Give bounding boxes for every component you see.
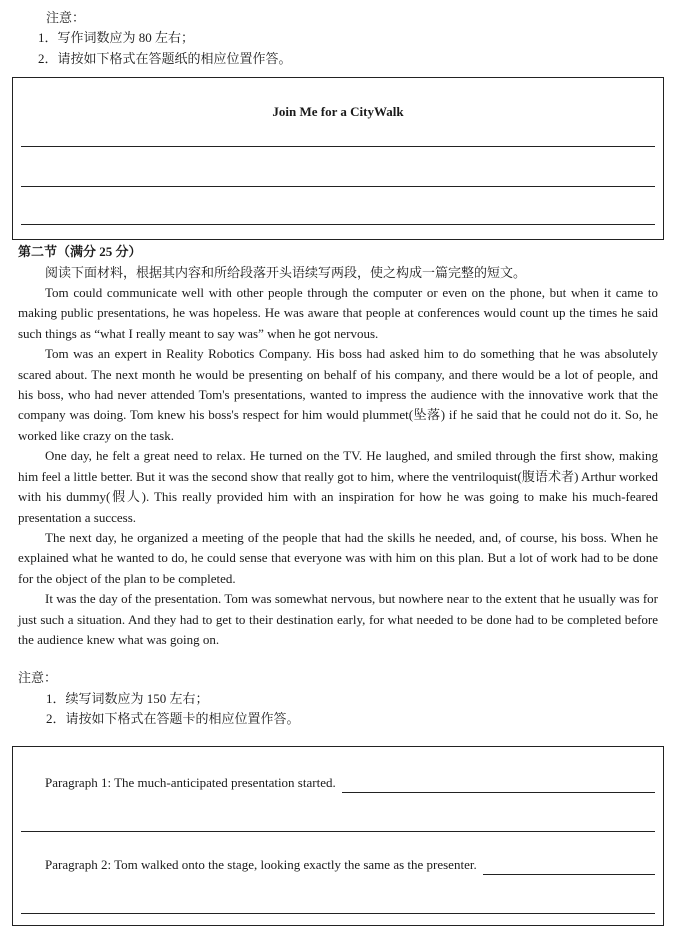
passage-paragraph: It was the day of the presentation. Tom was somewhat nervous, but nowhere near to the extent that he usually was for just such a situation. And they had to get to their destination early, for what needed to be done had to be completed before the audience knew what was going on. <box>18 591 658 647</box>
writing-box-title: Join Me for a CityWalk <box>272 104 404 120</box>
answer-line <box>21 224 655 225</box>
answer-line <box>21 913 655 914</box>
answer-blank <box>483 860 655 875</box>
exam-page <box>18 8 658 926</box>
continuation-notes <box>18 668 658 729</box>
section-2 <box>18 242 658 650</box>
continuation-note-item: 1．续写词数应为 150 左右； <box>46 690 209 706</box>
writing-note-item: 2．请按如下格式在答题纸的相应位置作答。 <box>38 50 292 66</box>
writing-answer-box <box>12 77 664 240</box>
passage-paragraph: One day, he felt a great need to relax. He turned on the TV. He laughed, and smiled through the first show, making him feel a little better. But it was the second show that really got to him, where the ventriloquist(腹语术者) Arthur worked with his dummy(假人). This really provided him with an inspiration for how he was going to make his much-feared presentation a success. <box>18 448 658 525</box>
answer-line <box>21 146 655 147</box>
section-2-instructions: 阅读下面材料，根据其内容和所给段落开头语续写两段，使之构成一篇完整的短文。 <box>45 264 527 280</box>
section-2-title: 第二节（满分 25 分） <box>18 244 142 260</box>
paragraph-1-label: Paragraph 1: The much-anticipated presentation started. <box>45 774 336 790</box>
continuation-notes-heading: 注意： <box>18 670 58 686</box>
writing-notes-heading: 注意： <box>46 10 86 25</box>
continuation-note-item: 2．请按如下格式在答题卡的相应位置作答。 <box>46 711 300 727</box>
writing-notes <box>18 8 658 69</box>
passage-paragraph: Tom was an expert in Reality Robotics Company. His boss had asked him to do something that he was absolutely scared about. The next month he would be presenting on behalf of his company, and there would be a lot of people, and his boss, who had never attended Tom's presentations, wanted to impress the audience with the innovative work that the company was doing. Tom knew his boss's respect for him would plummet(坠落) if he said that he could not do it. So, he worked like crazy on the task. <box>18 346 658 443</box>
paragraph-2-prompt <box>45 855 655 875</box>
answer-line <box>21 186 655 187</box>
answer-blank <box>342 778 655 793</box>
answer-line <box>21 831 655 832</box>
writing-note-item: 1．写作词数应为 80 左右； <box>38 30 195 46</box>
continuation-answer-box <box>12 746 664 926</box>
passage-paragraph: Tom could communicate well with other people through the computer or even on the phone, but when it came to making public presentations, he was hopeless. He was aware that people at conferences would count up the times he said such things as “what I really meant to say was” when he got nervous. <box>18 285 658 341</box>
paragraph-2-label: Paragraph 2: Tom walked onto the stage, looking exactly the same as the presenter. <box>45 856 477 872</box>
passage-paragraph: The next day, he organized a meeting of the people that had the skills he needed, and, of course, his boss. When he explained what he wanted to do, he could sense that everyone was with him on this plan. But a lot of work had to be done for the object of the plan to be completed. <box>18 529 658 586</box>
paragraph-1-prompt <box>45 773 655 793</box>
